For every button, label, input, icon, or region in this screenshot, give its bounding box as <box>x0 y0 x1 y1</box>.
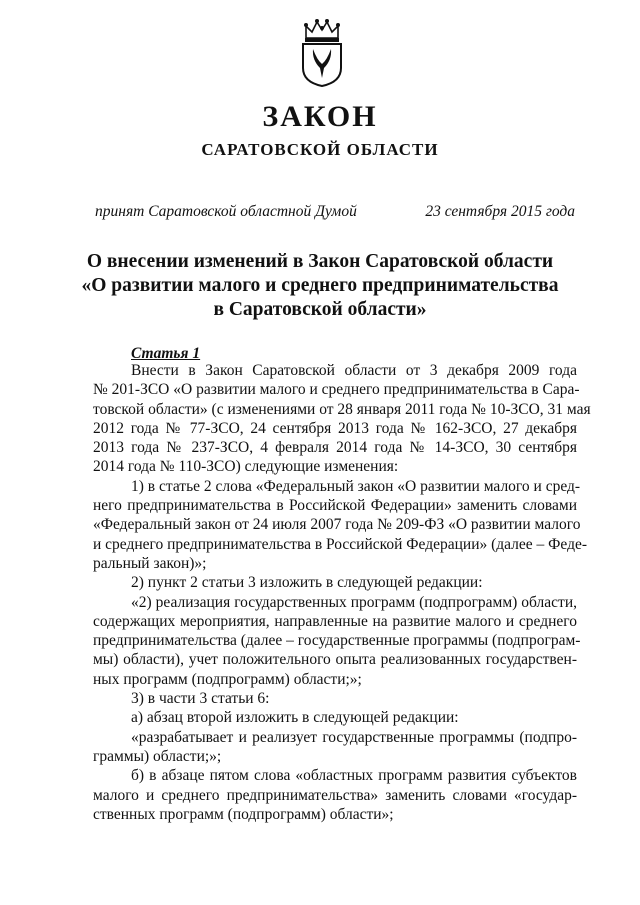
heading-line: в Саратовской области» <box>213 299 427 320</box>
body-line: ных программ (подпрограмм) области;»; <box>93 670 362 688</box>
body-line: граммы) области;»; <box>93 747 222 765</box>
body-line: 2012 года № 77-ЗСО, 24 сентября 2013 года № 162-ЗСО, 27 декабря <box>93 419 577 437</box>
body-line: Внести в Закон Саратовской области от 3 декабря 2009 года <box>131 362 577 379</box>
body-line: «разрабатывает и реализует государственные программы (подпро- <box>131 728 577 746</box>
body-line: № 201-ЗСО «О развитии малого и среднего предпринимательства в Сара- <box>93 381 580 399</box>
article-body <box>93 361 591 824</box>
adoption-date: 23 сентября 2015 года <box>425 203 575 220</box>
body-line: ральный закон)»; <box>93 554 207 572</box>
body-line: 1) в статье 2 слова «Федеральный закон «О развитии малого и сред- <box>131 477 581 495</box>
body-line: него предпринимательства в Российской Федерации» заменить словами <box>93 497 577 515</box>
body-line: содержащих мероприятия, направленные на развитие малого и среднего <box>93 612 577 630</box>
heading-line: О внесении изменений в Закон Саратовской области <box>86 251 554 272</box>
heading-line: «О развитии малого и среднего предпринимательства <box>81 275 559 296</box>
body-line: 2014 года № 110-ЗСО) следующие изменения: <box>93 458 399 476</box>
body-line: малого и среднего предпринимательства» заменить словами «государ- <box>93 786 577 804</box>
body-line: ственных программ (подпрограмм) области»; <box>93 805 394 823</box>
body-line: 3) в части 3 статьи 6: <box>131 690 270 708</box>
body-line: 2013 года № 237-ЗСО, 4 февраля 2014 года № 14-ЗСО, 30 сентября <box>93 439 577 457</box>
body-line: товской области» (с изменениями от 28 января 2011 года № 10-ЗСО, 31 мая <box>93 400 591 418</box>
law-title: ЗАКОН <box>262 100 378 133</box>
coat-of-arms-icon <box>300 16 344 88</box>
body-line: а) абзац второй изложить в следующей редакции: <box>131 709 459 727</box>
body-line: предпринимательства (далее – государственные программы (подпрограм- <box>93 632 581 650</box>
body-line: «2) реализация государственных программ (подпрограмм) области, <box>131 593 577 611</box>
law-region: САРАТОВСКОЙ ОБЛАСТИ <box>201 140 439 159</box>
body-line: и среднего предпринимательства в Российской Федерации» (далее – Феде- <box>93 535 588 553</box>
body-line: 2) пункт 2 статьи 3 изложить в следующей редакции: <box>131 574 483 592</box>
body-line: б) в абзаце пятом слова «областных программ развития субъектов <box>131 767 577 785</box>
article-label: Статья 1 <box>131 345 201 362</box>
adopted-by: принят Саратовской областной Думой <box>95 203 357 220</box>
body-line: мы) области), учет положительного опыта реализованных государствен- <box>93 651 577 669</box>
body-line: «Федеральный закон от 24 июля 2007 года № 209-ФЗ «О развитии малого <box>93 516 581 534</box>
law-heading <box>60 250 580 322</box>
